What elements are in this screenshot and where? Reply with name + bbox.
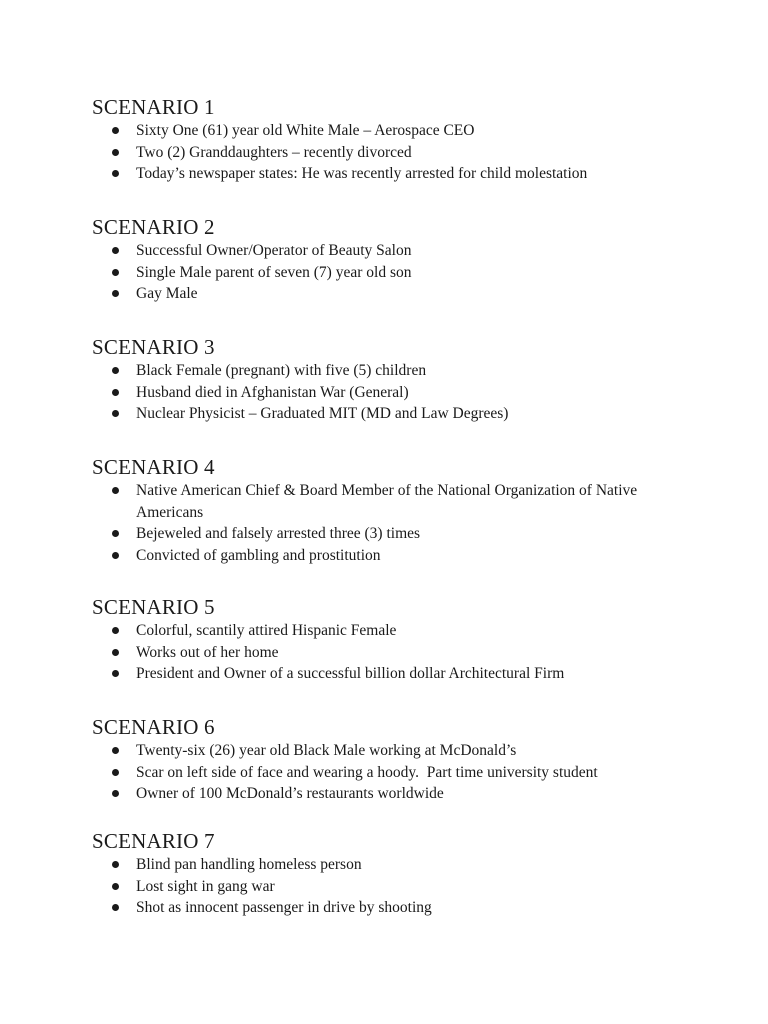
scenario-title: SCENARIO 3: [92, 335, 215, 359]
bullet-icon: [112, 149, 119, 156]
scenario-4: [92, 455, 712, 566]
list-item-text: Today’s newspaper states: He was recently arrested for child molestation: [136, 165, 588, 182]
scenario-title: SCENARIO 4: [92, 455, 215, 479]
list-item-text: Husband died in Afghanistan War (General): [136, 383, 409, 401]
bullet-list: [92, 740, 712, 805]
list-item-text: Works out of her home: [136, 643, 279, 661]
bullet-list: [92, 620, 712, 685]
bullet-icon: [112, 247, 119, 254]
bullet-icon: [112, 883, 119, 890]
list-item: [92, 854, 712, 876]
list-item: [92, 360, 712, 382]
scenario-7: [92, 829, 712, 919]
list-item-text: Two (2) Granddaughters – recently divorced: [136, 143, 412, 161]
bullet-icon: [112, 170, 119, 177]
bullet-icon: [112, 127, 119, 134]
list-item: [92, 783, 712, 805]
list-item-text: Lost sight in gang war: [136, 877, 275, 895]
list-item: [92, 620, 712, 642]
list-item-text: Convicted of gambling and prostitution: [136, 546, 381, 564]
scenario-2: [92, 215, 712, 305]
scenario-5: [92, 595, 712, 685]
list-item-text: Bejeweled and falsely arrested three (3) times: [136, 525, 421, 542]
list-item-text: Colorful, scantily attired Hispanic Female: [136, 622, 397, 639]
bullet-icon: [112, 904, 119, 911]
bullet-icon: [112, 487, 119, 494]
list-item: [92, 283, 712, 305]
list-item: [92, 163, 712, 185]
scenario-title: SCENARIO 5: [92, 595, 215, 619]
scenario-3: [92, 335, 712, 425]
list-item-text: Owner of 100 McDonald’s restaurants worldwide: [136, 785, 444, 802]
bullet-icon: [112, 389, 119, 396]
list-item: [92, 240, 712, 262]
list-item: [92, 523, 712, 545]
list-item-text: Gay Male: [136, 285, 198, 302]
list-item: [92, 762, 712, 784]
bullet-list: [92, 120, 712, 185]
list-item-text: Black Female (pregnant) with five (5) children: [136, 362, 427, 379]
bullet-icon: [112, 747, 119, 754]
bullet-list: [92, 480, 712, 566]
bullet-list: [92, 240, 712, 305]
list-item: [92, 403, 712, 425]
list-item-text: Single Male parent of seven (7) year old son: [136, 263, 412, 281]
scenario-title: SCENARIO 2: [92, 215, 215, 239]
list-item-text: Scar on left side of face and wearing a hoody. Part time university student: [136, 763, 598, 781]
list-item-text: Shot as innocent passenger in drive by shooting: [136, 899, 432, 916]
scenario-6: [92, 715, 712, 805]
list-item-text: Nuclear Physicist – Graduated MIT (MD and Law Degrees): [136, 405, 509, 422]
bullet-icon: [112, 530, 119, 537]
bullet-icon: [112, 627, 119, 634]
bullet-list: [92, 854, 712, 919]
scenario-title: SCENARIO 1: [92, 95, 215, 119]
bullet-icon: [112, 269, 119, 276]
list-item-text: Sixty One (61) year old White Male – Aerospace CEO: [136, 122, 475, 139]
list-item: [92, 142, 712, 164]
list-item: [92, 480, 712, 523]
list-item: [92, 663, 712, 685]
bullet-icon: [112, 410, 119, 417]
list-item-text: President and Owner of a successful billion dollar Architectural Firm: [136, 665, 565, 682]
bullet-icon: [112, 769, 119, 776]
bullet-icon: [112, 861, 119, 868]
bullet-list: [92, 360, 712, 425]
scenario-1: [92, 95, 712, 185]
bullet-icon: [112, 290, 119, 297]
list-item: [92, 897, 712, 919]
scenario-title: SCENARIO 6: [92, 715, 215, 739]
bullet-icon: [112, 670, 119, 677]
scenario-title: SCENARIO 7: [92, 829, 215, 853]
bullet-icon: [112, 552, 119, 559]
list-item: [92, 262, 712, 284]
list-item-text: Successful Owner/Operator of Beauty Salon: [136, 242, 412, 259]
bullet-icon: [112, 649, 119, 656]
list-item: [92, 120, 712, 142]
bullet-icon: [112, 790, 119, 797]
list-item: [92, 382, 712, 404]
list-item: [92, 545, 712, 567]
bullet-icon: [112, 367, 119, 374]
list-item: [92, 642, 712, 664]
list-item: [92, 876, 712, 898]
list-item-text: Blind pan handling homeless person: [136, 856, 362, 873]
list-item-text: Twenty-six (26) year old Black Male working at McDonald’s: [136, 742, 517, 759]
list-item: [92, 740, 712, 762]
list-item-text: Native American Chief & Board Member of the National Organization of Native Americans: [136, 482, 638, 521]
